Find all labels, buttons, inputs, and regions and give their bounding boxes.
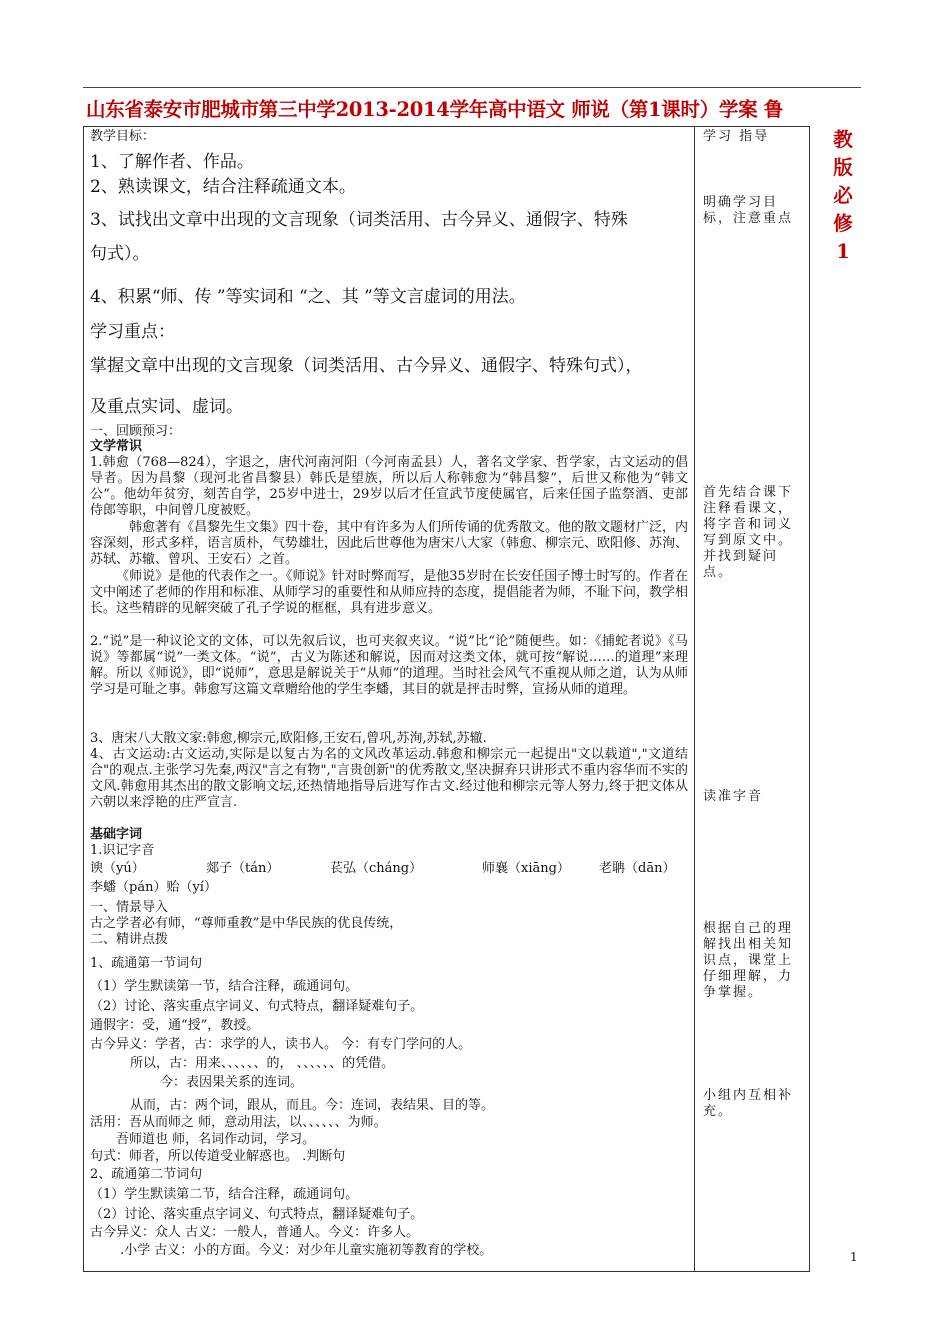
focus-1: 掌握文章中出现的文言现象（词类活用、古今异义、通假字、特殊句式），	[90, 356, 643, 376]
pron-chang: 苌弘（cháng）	[330, 861, 423, 876]
para-han-yu: 1.韩愈（768—824），字退之，唐代河南河阳（今河南孟县）人，著名文学家、哲学家，古文运动的倡导者。因为昌黎（现河北省昌黎县）韩氏是望族，所以后人称韩愈为“韩昌黎”，后世又称他为“韩文公”。他幼年贫穷，刻苦自学，25岁中进士，29岁以后才任宣武节度使属官，后来任国子监祭酒、吏部侍郎等职，中间曾几度被贬。	[90, 455, 688, 518]
para-guwen: 4、古文运动:古文运动,实际是以复古为名的文风改革运动.韩愈和柳宗元一起提出"文以载道","文道结合"的观点.主张学习先秦,两汉"言之有物","言贵创新"的优秀散文,坚决摒弃只讲形式不重内容华而不实的文风.韩愈用其杰出的散文影响文坛,还热情地指导后进写作古文.经过他和柳宗元等人努力,终于把文体从六朝以来浮艳的庄严宣言.	[90, 747, 688, 810]
column-divider	[694, 127, 695, 1271]
para-shishuo: 《师说》是他的代表作之一。《师说》针对时弊而写，是他35岁时在长安任国子博士时写的。作者在文中阐述了老师的作用和标准、从师学习的重要性和从师应持的态度，提倡能者为师，不耻下问，教学相长。这些精辟的见解突破了孔子学说的框框，具有进步意义。	[90, 569, 689, 616]
literature-heading: 文学常识	[90, 439, 143, 454]
section-intro: 一、情景导入	[90, 900, 169, 915]
gujin-zhongren: 古今异义：众人 古义：一般人，普通人。今义：许多人。	[90, 1225, 420, 1240]
sentence-pattern: 句式：师者，所以传道受业解惑也。 .判断句	[90, 1149, 346, 1164]
pron-xiang: 师襄（xiāng）	[482, 861, 570, 876]
step-2-b: （2）讨论、落实重点字词义、句式特点，翻译疑难句子。	[90, 1207, 424, 1222]
focus-label: 学习重点：	[90, 322, 175, 342]
huoyong-1: 活用：吾从而师之 师，意动用法，以、、、、、、为师。	[90, 1115, 387, 1130]
focus-2: 及重点实词、虚词。	[90, 397, 243, 417]
gujin-suoyi: 所以，古：用来、、、、、、的， 、、、、、、的凭借。	[130, 1056, 395, 1071]
step-2-a: （1）学生默读第二节，结合注释，疏通词句。	[90, 1187, 359, 1202]
guide-note-5: 小组内互相补充。	[703, 1088, 794, 1119]
gujin-suoyi-now: 今：表因果关系的连词。	[160, 1075, 304, 1090]
guide-note-1: 明确学习目标，注意重点	[703, 195, 794, 226]
huoyong-2: 吾师道也 师，名词作动词，学习。	[116, 1132, 316, 1147]
page-number: 1	[850, 1250, 858, 1264]
step-1: 1、疏通第一节词句	[90, 956, 203, 971]
intro-text: 古之学者必有师，“尊师重教”是中华民族的优良传统，	[90, 916, 403, 931]
goal-2: 2、熟读课文，结合注释疏通文本。	[90, 177, 356, 197]
guide-note-2: 首先结合课下注释看课文，将字音和词义写到原文中。并找到疑问点。	[703, 485, 794, 580]
goals-label: 教学目标：	[90, 129, 156, 144]
title-char: 版	[833, 156, 853, 179]
lesson-table	[83, 126, 810, 1272]
tongjia: 通假字：受，通“授”，教授。	[90, 1018, 260, 1033]
para-works: 韩愈著有《昌黎先生文集》四十卷，其中有许多为人们所传诵的优秀散文。他的散文题材广泛，内容深刻，形式多样，语言质朴，气势雄壮，因此后世尊他为唐宋八大家（韩愈、柳宗元、欧阳修、苏洵、苏轼、苏辙、曾巩、王安石）之首。	[90, 520, 689, 567]
step-1-b: （2）讨论、落实重点字词义、句式特点，翻译疑难句子。	[90, 999, 424, 1014]
pron-yu: 谀（yú）	[90, 861, 145, 876]
guide-note-4: 根据自己的理解找出相关知识点，课堂上仔细理解，力争掌握。	[703, 921, 794, 1000]
title-char: 1	[836, 240, 850, 263]
gujin-xiaoxue: .小学 古义：小的方面。今义：对少年儿童实施初等教育的学校。	[120, 1243, 493, 1258]
pron-pan-yi: 李蟠（pán）贻（yí）	[90, 880, 217, 895]
review-heading: 一、回顾预习：	[90, 424, 182, 439]
title-char: 教	[833, 128, 853, 151]
guide-header: 学习 指导	[703, 129, 770, 144]
goal-3-cont: 句式）。	[90, 244, 150, 264]
pron-tan: 郯子（tán）	[206, 861, 280, 876]
goal-4: 4、积累“师、传 ”等实词和 “之、其 ”等文言虚词的用法。	[90, 287, 526, 307]
doc-title: 山东省泰安市肥城市第三中学2013-2014学年高中语文 师说（第1课时）学案 鲁	[86, 98, 783, 121]
para-shuo: 2.“说”是一种议论文的文体，可以先叙后议，也可夹叙夹议。“说”比“论”随便些。如：《捕蛇者说》《马说》等都属“说”一类文体。“说”，古义为陈述和解说，因而对这类文体，就可按“解说……的道理”来理解。所以《师说》，即“说师”，意思是解说关于“从师”的道理。当时社会风气不重视从师之道，认为从师学习是可耻之事。韩愈写这篇文章赠给他的学生李蟠，其目的就是抨击时弊，宣扬从师的道理。	[90, 634, 688, 697]
pronunciation-label: 1.识记字音	[90, 843, 155, 858]
title-char: 修	[833, 212, 853, 235]
step-2: 2、疏通第二节词句	[90, 1167, 203, 1182]
basic-words-heading: 基础字词	[90, 827, 143, 842]
goal-1: 1、了解作者、作品。	[90, 152, 254, 172]
para-eight-masters: 3、唐宋八大散文家:韩愈,柳宗元,欧阳修,王安石,曾巩,苏洵,苏轼,苏辙.	[90, 731, 487, 746]
goal-3: 3、试找出文章中出现的文言现象（词类活用、古今异义、通假字、特殊	[90, 210, 628, 230]
title-char: 必	[833, 184, 853, 207]
section-explain: 二、精讲点拨	[90, 932, 169, 947]
gujin-xuezhe: 古今异义：学者，古：求学的人，读书人。 今：有专门学问的人。	[90, 1037, 472, 1052]
pron-dan: 老聃（dān）	[599, 861, 676, 876]
doc-title-tail	[828, 126, 858, 266]
step-1-a: （1）学生默读第一节，结合注释，疏通词句。	[90, 979, 359, 994]
header-rule	[83, 87, 861, 88]
guide-note-3: 读准字音	[703, 789, 764, 804]
gujin-conger: 从而，古：两个词，跟从，而且。今：连词，表结果、目的等。	[130, 1098, 495, 1113]
